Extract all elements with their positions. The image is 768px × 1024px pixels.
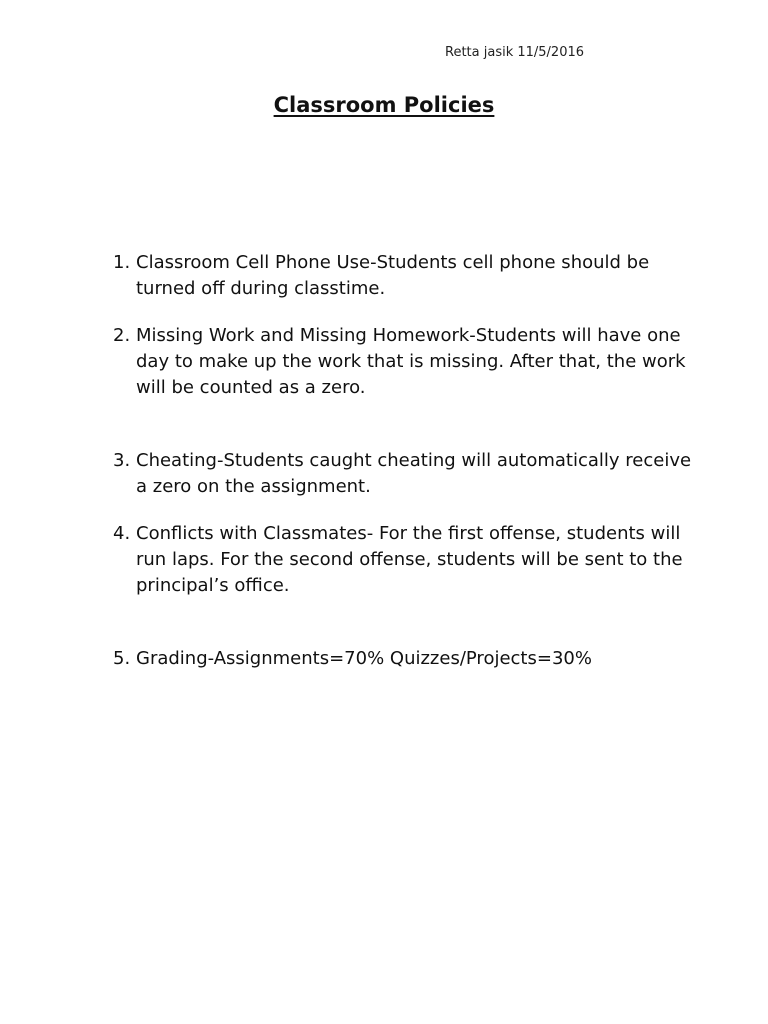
page-title: Classroom Policies (273, 93, 495, 117)
policy-text: Cheating-Students caught cheating will automatically receive a zero on the assignment. (136, 450, 692, 497)
policy-item-cell-phone (110, 250, 700, 302)
policy-text: Conflicts with Classmates- For the first offense, students will run laps. For the second offense, students will be sent to the principal’s office. (136, 523, 683, 596)
policy-number: 3. (113, 450, 131, 471)
policy-text: Missing Work and Missing Homework-Students will have one day to make up the work that is missing. After that, the work will be counted as a zero. (136, 325, 686, 398)
policy-number: 2. (113, 325, 131, 346)
policy-number: 4. (113, 523, 131, 544)
policy-list (110, 250, 700, 672)
policy-item-conflicts (110, 521, 700, 599)
author-date: Retta jasik 11/5/2016 (445, 45, 585, 60)
policy-number: 5. (113, 648, 131, 669)
policy-number: 1. (113, 252, 131, 273)
policy-item-missing-work (110, 323, 700, 401)
policy-item-cheating (110, 448, 700, 500)
policy-text: Grading-Assignments=70% Quizzes/Projects=30% (136, 648, 592, 669)
policy-text: Classroom Cell Phone Use-Students cell phone should be turned off during classtime. (136, 252, 650, 299)
policy-item-grading (110, 646, 700, 672)
